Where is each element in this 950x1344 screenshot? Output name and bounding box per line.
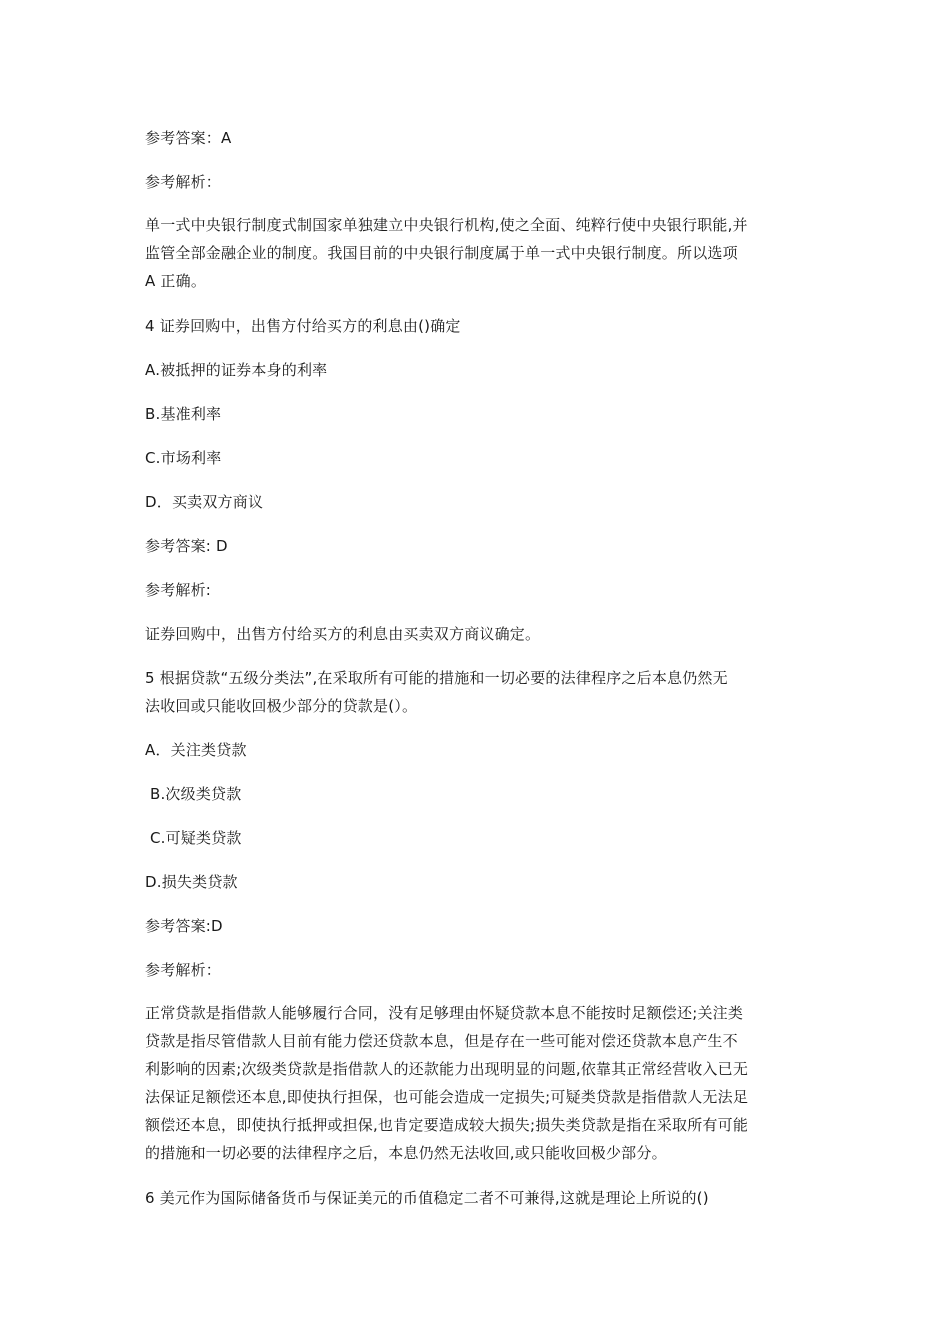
option-5d: D.损失类贷款 [145,873,238,891]
option-5c: C.可疑类贷款 [145,829,242,847]
question-6: 6 美元作为国际储备货币与保证美元的币值稳定二者不可兼得,这就是理论上所说的() [145,1189,709,1207]
question-4: 4 证券回购中，出售方付给买方的利息由()确定 [145,317,461,335]
analysis-text-q3-line1: 单一式中央银行制度式制国家单独建立中央银行机构,使之全面、纯粹行使中央银行职能,并 [145,216,748,234]
analysis-label-q4: 参考解析: [145,581,212,599]
answer-label-q4: 参考答案: D [145,537,228,555]
question-5-line1: 5 根据贷款“五级分类法”,在采取所有可能的措施和一切必要的法律程序之后本息仍然无 [145,669,728,687]
option-5b: B.次级类贷款 [145,785,242,803]
analysis-text-q4: 证券回购中，出售方付给买方的利息由买卖双方商议确定。 [145,625,541,643]
analysis-text-q5-line5: 额偿还本息，即使执行抵押或担保,也肯定要造成较大损失;损失类贷款是指在采取所有可能 [145,1116,749,1134]
analysis-label-q3: 参考解析： [145,173,222,191]
option-4d: D．买卖双方商议 [145,493,264,511]
analysis-text-q5-line2: 贷款是指尽管借款人目前有能力偿还贷款本息，但是存在一些可能对偿还贷款本息产生不 [145,1032,738,1050]
analysis-text-q5-line3: 利影响的因素;次级类贷款是指借款人的还款能力出现明显的问题,依靠其正常经营收入已无 [145,1060,749,1078]
option-4b: B.基准利率 [145,405,222,423]
analysis-text-q5-line6: 的措施和一切必要的法律程序之后，本息仍然无法收回,或只能收回极少部分。 [145,1144,667,1162]
answer-label-q3: 参考答案：A [145,129,232,147]
option-4c: C.市场利率 [145,449,222,467]
answer-label-q5: 参考答案:D [145,917,223,935]
analysis-label-q5: 参考解析： [145,961,222,979]
analysis-text-q5-line4: 法保证足额偿还本息,即使执行担保，也可能会造成一定损失;可疑类贷款是指借款人无法足 [145,1088,749,1106]
option-5a: A．关注类贷款 [145,741,247,759]
analysis-text-q5-line1: 正常贷款是指借款人能够履行合同，没有足够理由怀疑贷款本息不能按时足额偿还;关注类 [145,1004,744,1022]
question-5-line2: 法收回或只能收回极少部分的贷款是(）。 [145,697,418,715]
analysis-text-q3-line2: 监管全部金融企业的制度。我国目前的中央银行制度属于单一式中央银行制度。所以选项 [145,244,738,262]
option-4a: A.被抵押的证券本身的利率 [145,361,328,379]
analysis-text-q3-line3: A 正确。 [145,272,207,290]
